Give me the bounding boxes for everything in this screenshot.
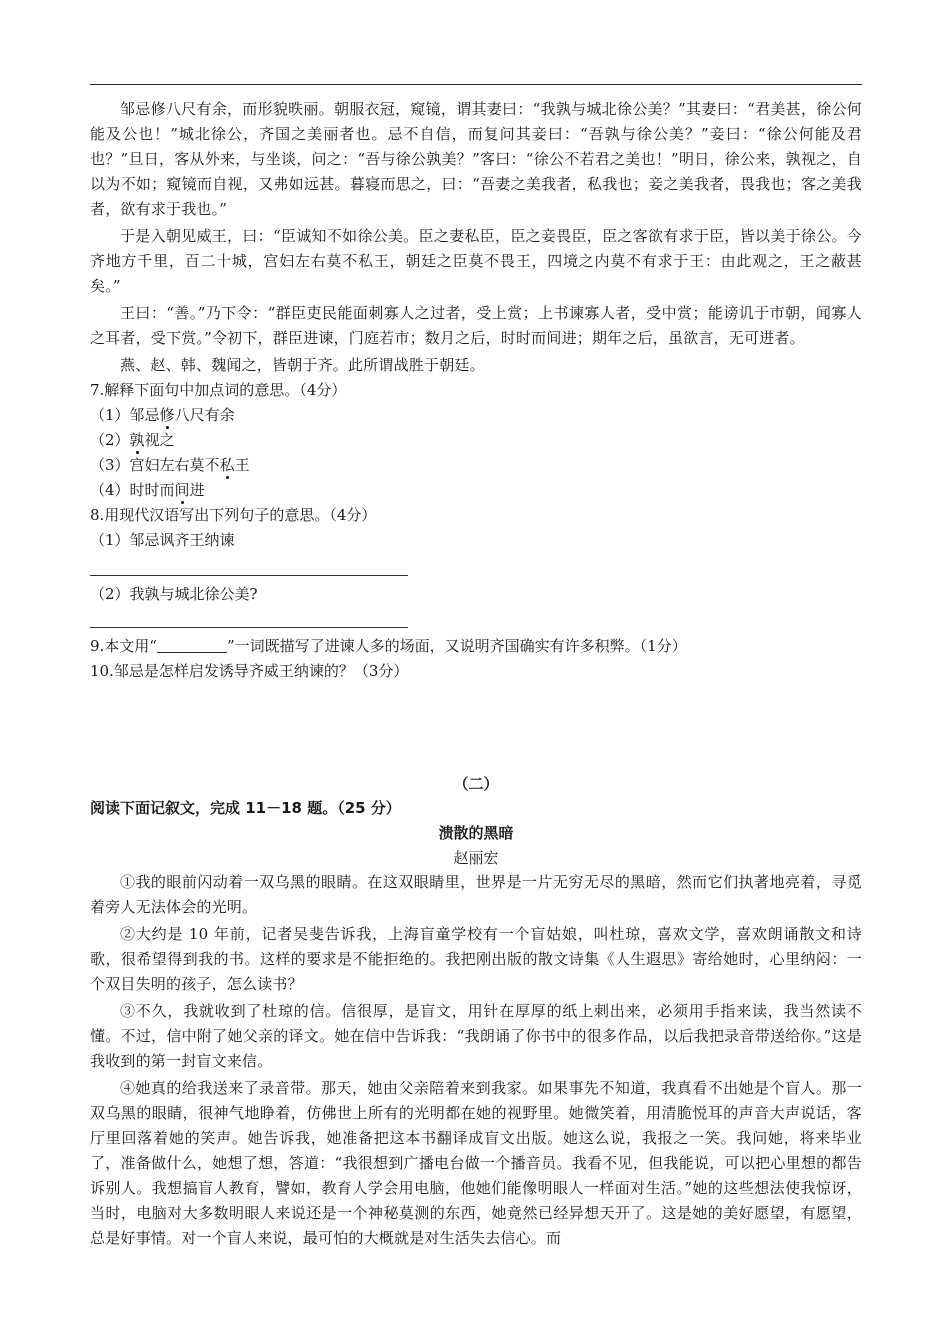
question-7-stem: 7.解释下面句中加点词的意思。（4分）: [90, 381, 347, 399]
passage-paragraph: 于是入朝见威王，曰：“臣诚知不如徐公美。臣之妻私臣，臣之妾畏臣，臣之客欲有求于臣，皆以美于徐公。今齐地方千里，百二十城，宫妇左右莫不私王，朝廷之臣莫不畏王，四境之内莫不有求于王：由此观之，王之蔽甚矣。”: [90, 227, 862, 295]
question-8-item-1: （1）邹忌讽齐王纳谏: [90, 531, 235, 549]
article-author: 赵丽宏: [453, 849, 499, 867]
question-8-stem: 8.用现代汉语写出下列句子的意思。（4分）: [90, 506, 377, 524]
section-two: [90, 772, 862, 1251]
passage-paragraph: 王曰：“善。”乃下令：“群臣吏民能面刺寡人之过者，受上赏；上书谏寡人者，受中赏；能谤讥于市朝，闻寡人之耳者，受下赏。”令初下，群臣进谏，门庭若市；数月之后，时时而间进；期年之后，虽欲言，无可进者。: [90, 304, 862, 347]
item-text: （2）: [90, 431, 130, 449]
article-paragraph: ④她真的给我送来了录音带。那天，她由父亲陪着来到我家。如果事先不知道，我真看不出她是个盲人。那一双乌黑的眼睛，很神气地睁着，仿佛世上所有的光明都在她的视野里。她微笑着，用清脆悦耳的声音大声说话，客厅里回落着她的笑声。她告诉我，她准备把这本书翻译成盲文出版。她这么说，我报之一笑。我问她，将来毕业了，准备做什么，她想了想，答道：“我很想到广播电台做一个播音员。我看不见，但我能说，可以把心里想的都告诉别人。我想搞盲人教育，譬如，教育人学会用电脑，他她们能像明眼人一样面对生活。”她的这些想法使我惊讶，当时，电脑对大多数明眼人来说还是一个神秘莫测的东西，她竟然已经异想天开了。这是她的美好愿望，有愿望，总是好事情。对一个盲人来说，最可怕的大概就是对生活失去信心。而: [90, 1079, 862, 1247]
question-7-item-2: [90, 428, 862, 453]
answer-line[interactable]: [90, 575, 408, 576]
article-paragraph: ③不久，我就收到了杜琼的信。信很厚，是盲文，用针在厚厚的纸上刺出来，必须用手指来读，我当然读不懂。不过，信中附了她父亲的译文。她在信中告诉我：“我朗诵了你书中的很多作品，以后我把录音带送给你。”这是我收到的第一封盲文来信。: [90, 1002, 862, 1070]
passage-paragraph: 燕、赵、韩、魏闻之，皆朝于齐。此所谓战胜于朝廷。: [120, 356, 485, 374]
section-instruction: 阅读下面记叙文，完成 11－18 题。（25 分）: [90, 799, 401, 817]
question-text: ”一词既描写了进谏人多的场面，又说明齐国确实有许多积弊。（1分）: [226, 637, 687, 655]
header-rule: [90, 84, 862, 85]
emphasis-dot-word: 修: [159, 406, 175, 424]
item-text: （1）邹忌: [90, 406, 160, 424]
question-7-item-4: [90, 478, 862, 503]
answer-line[interactable]: [90, 627, 408, 628]
item-text: （4）时时而: [90, 481, 175, 499]
passage-paragraph: 邹忌修八尺有余，而形貌昳丽。朝服衣冠，窥镜，谓其妻曰：“我孰与城北徐公美？”其妻曰：“君美甚，徐公何能及公也！”城北徐公，齐国之美丽者也。忌不自信，而复问其妾曰：“吾孰与徐公美？”妾曰：“徐公何能及君也？”旦日，客从外来，与坐谈，问之：“吾与徐公孰美？”客曰：“徐公不若君之美也！”明日，徐公来，孰视之，自以为不如；窥镜而自视，又弗如远甚。暮寝而思之，曰：“吾妻之美我者，私我也；妾之美我者，畏我也；客之美我者，欲有求于我也。”: [90, 100, 862, 218]
item-text: 八尺有余: [174, 406, 235, 424]
article-title: 溃散的黑暗: [438, 824, 514, 842]
question-text: 9.本文用“: [90, 637, 157, 655]
fill-blank[interactable]: [157, 636, 227, 653]
item-text: 视之: [144, 431, 175, 449]
question-9: [90, 634, 862, 659]
item-text: 进: [189, 481, 205, 499]
question-8-item-2: （2）我孰与城北徐公美?: [90, 585, 258, 603]
question-7-item-3: [90, 453, 862, 478]
item-text: （3）宫妇左右莫不: [90, 456, 220, 474]
section-title: （二）: [453, 775, 499, 793]
item-text: 王: [234, 456, 250, 474]
question-10-stem: 10.邹忌是怎样启发诱导齐威王纳谏的？（3分）: [90, 662, 409, 680]
emphasis-dot-word: 私: [219, 456, 235, 474]
emphasis-dot-word: 孰: [129, 431, 145, 449]
question-7-item-1: [90, 403, 862, 428]
passage-one: [90, 97, 862, 684]
emphasis-dot-word: 间: [174, 481, 190, 499]
article-paragraph: ②大约是 10 年前，记者吴斐告诉我，上海盲童学校有一个盲姑娘，叫杜琼，喜欢文学，喜欢朗诵散文和诗歌，很希望得到我的书。这样的要求是不能拒绝的。我把刚出版的散文诗集《人生遐思》寄给她时，心里纳闷：一个双目失明的孩子，怎么读书？: [90, 925, 862, 993]
article-paragraph: ①我的眼前闪动着一双乌黑的眼睛。在这双眼睛里，世界是一片无穷无尽的黑暗，然而它们执著地亮着，寻觅着旁人无法体会的光明。: [90, 873, 862, 916]
